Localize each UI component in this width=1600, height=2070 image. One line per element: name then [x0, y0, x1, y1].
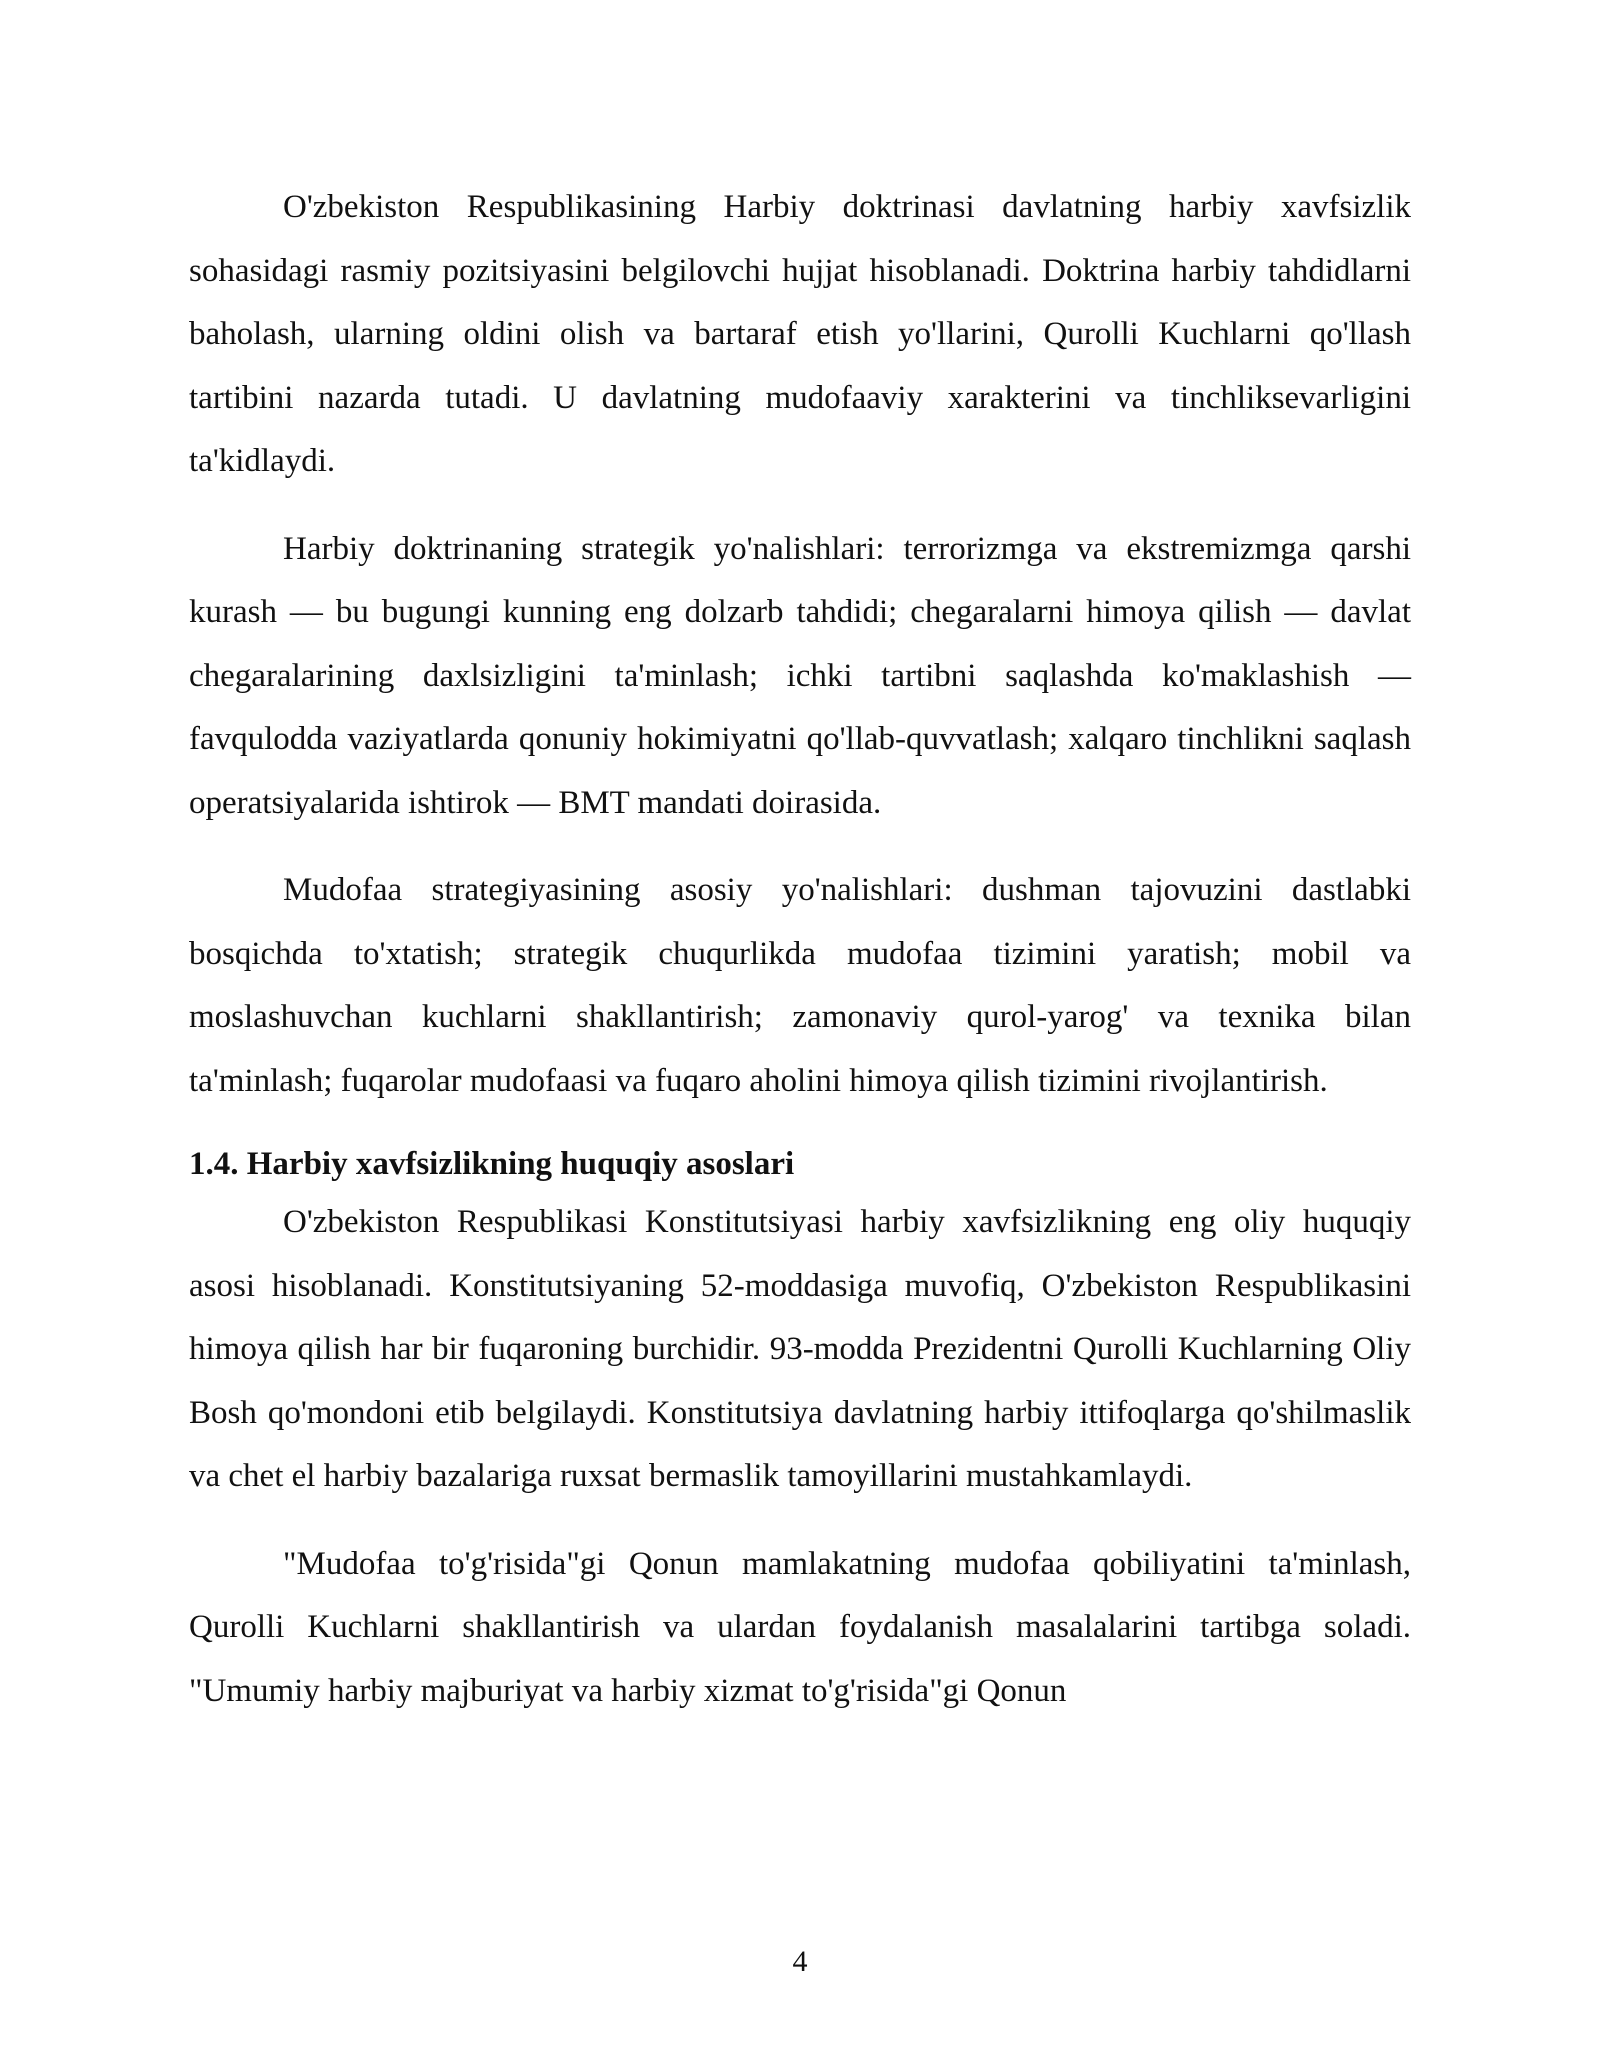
- paragraph-strategic-directions: Harbiy doktrinaning strategik yo'nalishlari: terrorizmga va ekstremizmga qarshi kurash — bu bugungi kunning eng dolzarb tahdidi; chegaralarni himoya qilish — davlat chegaralarining daxlsizligini ta'minlash; ichki tartibni saqlashda ko'maklashish — favqulodda vaziyatlarda qonuniy hokimiyatni qo'llab-quvvatlash; xalqaro tinchlikni saqlash operatsiyalarida ishtirok — BMT mandati doirasida.: [189, 530, 1411, 821]
- paragraph-defense-strategy: Mudofaa strategiyasining asosiy yo'nalishlari: dushman tajovuzini dastlabki bosqichda to'xtatish; strategik chuqurlikda mudofaa tizimini yaratish; mobil va moslashuvchan kuchlarni shakllantirish; zamonaviy qurol-yarog' va texnika bilan ta'minlash; fuqarolar mudofaasi va fuqaro aholini himoya qilish tizimini rivojlantirish.: [189, 872, 1411, 1099]
- page-body: [189, 176, 1411, 1723]
- paragraph-defense-law: "Mudofaa to'g'risida"gi Qonun mamlakatning mudofaa qobiliyatini ta'minlash, Qurolli Kuchlarni shakllantirish va ulardan foydalanish masalalarini tartibga soladi. "Umumiy harbiy majburiyat va harbiy xizmat to'g'risida"gi Qonun: [189, 1545, 1411, 1709]
- paragraph-military-doctrine: O'zbekiston Respublikasining Harbiy doktrinasi davlatning harbiy xavfsizlik sohasidagi rasmiy pozitsiyasini belgilovchi hujjat hisoblanadi. Doktrina harbiy tahdidlarni baholash, ularning oldini olish va bartaraf etish yo'llarini, Qurolli Kuchlarni qo'llash tartibini nazarda tutadi. U davlatning mudofaaviy xarakterini va tinchliksevarligini ta'kidlaydi.: [189, 189, 1411, 479]
- page-number: 4: [792, 1945, 808, 1978]
- section-heading: 1.4. Harbiy xavfsizlikning huquqiy asoslari: [189, 1146, 795, 1182]
- paragraph-constitution: O'zbekiston Respublikasi Konstitutsiyasi harbiy xavfsizlikning eng oliy huquqiy asosi hisoblanadi. Konstitutsiyaning 52-moddasiga muvofiq, O'zbekiston Respublikasini himoya qilish har bir fuqaroning burchidir. 93-modda Prezidentni Qurolli Kuchlarning Oliy Bosh qo'mondoni etib belgilaydi. Konstitutsiya davlatning harbiy ittifoqlarga qo'shilmaslik va chet el harbiy bazalariga ruxsat bermaslik tamoyillarini mustahkamlaydi.: [189, 1204, 1411, 1494]
